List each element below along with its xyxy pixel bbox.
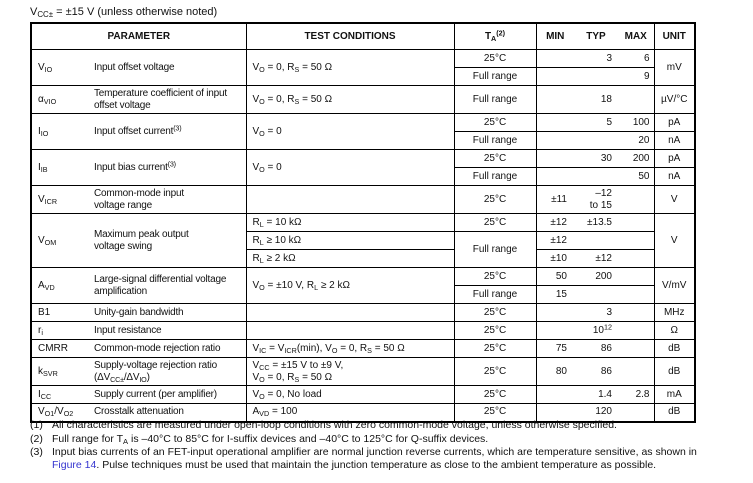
max-cell: 2.8 xyxy=(618,386,654,404)
col-header-parameter: PARAMETER xyxy=(31,23,246,50)
max-cell xyxy=(618,186,654,214)
parameter-symbol: $k_{SVR}$ xyxy=(38,365,58,378)
typ-cell: 5 xyxy=(574,114,618,132)
max-cell: 200 xyxy=(618,150,654,168)
typ-cell: 86 xyxy=(574,358,618,386)
table-row xyxy=(31,358,695,386)
typ-cell: 18 xyxy=(574,86,618,114)
unit-cell: V xyxy=(654,186,695,214)
parameter-name: Large-signal differential voltage amplification xyxy=(94,273,227,297)
temp-cell: Full range xyxy=(454,286,536,304)
typ-cell: $10^{12}$ xyxy=(574,322,618,340)
parameter-cell xyxy=(31,214,246,268)
table-row xyxy=(31,150,695,168)
parameter-cell xyxy=(31,114,246,150)
max-cell: 9 xyxy=(618,68,654,86)
col-header-min: MIN xyxy=(536,23,574,50)
max-cell: 100 xyxy=(618,114,654,132)
parameter-cell xyxy=(31,358,246,386)
table-row xyxy=(31,304,695,322)
min-cell xyxy=(536,132,574,150)
footnote-text: Full range for $T_A$ is –40°C to 85°C for I-suffix devices and –40°C to 125°C for Q-suffix devices. xyxy=(52,432,489,446)
parameter-name: Temperature coefficient of input offset voltage xyxy=(94,87,227,111)
col-header-ta: $T_A^{(2)}$ xyxy=(454,23,536,50)
parameter-symbol: $I_{IB}$ xyxy=(38,161,48,174)
parameter-symbol: $V_{O1}/V_{O2}$ xyxy=(38,406,74,419)
table-row xyxy=(31,322,695,340)
temp-cell: Full range xyxy=(454,232,536,268)
temp-cell: 25°C xyxy=(454,186,536,214)
test-condition-cell: $R_L = 10$ kΩ xyxy=(246,214,454,232)
figure-14-link[interactable]: Figure 14 xyxy=(52,458,97,471)
parameter-cell xyxy=(31,186,246,214)
min-cell xyxy=(536,68,574,86)
typ-cell: 120 xyxy=(574,404,618,422)
temp-cell: Full range xyxy=(454,68,536,86)
footnote-text-segment: . Pulse techniques must be used that maintain the junction temperature as close to the ambient temperature as possible. xyxy=(96,458,657,471)
unit-cell: nA xyxy=(654,168,695,186)
min-cell: 75 xyxy=(536,340,574,358)
parameter-name: Maximum peak output voltage swing xyxy=(94,228,189,252)
temp-cell: 25°C xyxy=(454,214,536,232)
table-row xyxy=(31,340,695,358)
parameter-symbol: $r_i$ xyxy=(38,324,43,337)
footnotes xyxy=(30,419,724,472)
parameter-cell xyxy=(31,150,246,186)
parameter-name: Common-mode input voltage range xyxy=(94,187,184,211)
min-cell: ±12 xyxy=(536,214,574,232)
footnote-number: (3) xyxy=(30,446,43,459)
unit-cell: nA xyxy=(654,132,695,150)
parameter-symbol: $\alpha_{VIO}$ xyxy=(38,93,57,106)
table-row xyxy=(31,268,695,286)
typ-cell: 86 xyxy=(574,340,618,358)
max-cell: 20 xyxy=(618,132,654,150)
max-cell xyxy=(618,358,654,386)
footnote-3 xyxy=(30,446,724,471)
footnote-number: (1) xyxy=(30,419,43,431)
unit-cell: Ω xyxy=(654,322,695,340)
typ-cell: 30 xyxy=(574,150,618,168)
table-row xyxy=(31,86,695,114)
typ-cell xyxy=(574,286,618,304)
unit-cell: dB xyxy=(654,358,695,386)
table-header-row xyxy=(31,23,695,50)
max-cell: 6 xyxy=(618,50,654,68)
min-cell xyxy=(536,304,574,322)
parameter-name: Unity-gain bandwidth xyxy=(94,306,184,318)
supply-voltage-note: $V_{CC\pm} = \pm 15$ V (unless otherwise noted) xyxy=(30,6,218,20)
min-cell: ±11 xyxy=(536,186,574,214)
parameter-name: Input resistance xyxy=(94,324,162,336)
footnote-1 xyxy=(30,419,724,432)
parameter-cell xyxy=(31,86,246,114)
test-condition-cell: $A_{VD} = 100$ xyxy=(246,404,454,422)
table-row xyxy=(31,186,695,214)
unit-cell: pA xyxy=(654,114,695,132)
parameter-symbol: $V_{OM}$ xyxy=(38,234,57,247)
temp-cell: 25°C xyxy=(454,340,536,358)
parameter-symbol: $I_{CC}$ xyxy=(38,388,52,401)
max-cell xyxy=(618,286,654,304)
min-cell xyxy=(536,86,574,114)
parameter-name: Input bias current$^{(3)}$ xyxy=(94,159,176,173)
max-cell xyxy=(618,214,654,232)
temp-cell: 25°C xyxy=(454,304,536,322)
temp-cell: 25°C xyxy=(454,386,536,404)
typ-cell: 3 xyxy=(574,304,618,322)
min-cell xyxy=(536,150,574,168)
test-condition-cell xyxy=(246,186,454,214)
test-condition-cell: $V_O = 0$ xyxy=(246,114,454,150)
parameter-cell xyxy=(31,304,246,322)
unit-cell: V/mV xyxy=(654,268,695,304)
table-row xyxy=(31,214,695,232)
min-cell xyxy=(536,114,574,132)
typ-cell: ±13.5 xyxy=(574,214,618,232)
unit-cell: dB xyxy=(654,404,695,422)
typ-cell: 3 xyxy=(574,50,618,68)
test-condition-cell xyxy=(246,304,454,322)
parameter-symbol: $I_{IO}$ xyxy=(38,125,49,138)
unit-cell: dB xyxy=(654,340,695,358)
unit-cell: µV/°C xyxy=(654,86,695,114)
footnote-number: (2) xyxy=(30,432,43,445)
test-condition-cell: $V_{CC} = \pm 15$ V to ±9 V, $V_O = 0$, $R_S = 50$ Ω xyxy=(246,358,454,386)
test-condition-cell: $V_O = 0$, No load xyxy=(246,386,454,404)
typ-cell xyxy=(574,232,618,250)
max-cell xyxy=(618,250,654,268)
temp-cell: 25°C xyxy=(454,404,536,422)
typ-cell: –12 to 15 xyxy=(574,186,618,214)
temp-cell: 25°C xyxy=(454,50,536,68)
temp-cell: 25°C xyxy=(454,150,536,168)
min-cell: ±10 xyxy=(536,250,574,268)
max-cell xyxy=(618,340,654,358)
electrical-characteristics-table xyxy=(30,22,696,423)
typ-cell: ±12 xyxy=(574,250,618,268)
test-condition-cell: $R_L \ge 10$ kΩ xyxy=(246,232,454,250)
parameter-cell xyxy=(31,268,246,304)
max-cell: 50 xyxy=(618,168,654,186)
unit-cell: mA xyxy=(654,386,695,404)
max-cell xyxy=(618,268,654,286)
footnote-text xyxy=(52,446,724,471)
footnote-text-segment: Input bias currents of an FET-input operational amplifier are normal junction reverse currents, which are temperature sensitive, as shown in xyxy=(52,446,697,459)
parameter-cell xyxy=(31,322,246,340)
parameter-symbol: $A_{VD}$ xyxy=(38,279,55,292)
unit-cell: V xyxy=(654,214,695,268)
test-condition-cell: $V_{IC} = V_{ICR}(\min)$, $V_O = 0$, $R_S = 50$ Ω xyxy=(246,340,454,358)
footnote-text: All characteristics are measured under open-loop conditions with zero common-mode voltage, unless otherwise specified. xyxy=(52,419,617,431)
test-condition-cell: $V_O = 0$, $R_S = 50$ Ω xyxy=(246,86,454,114)
typ-cell xyxy=(574,68,618,86)
table-row xyxy=(31,386,695,404)
parameter-name: Input offset voltage xyxy=(94,61,175,73)
col-header-test-conditions: TEST CONDITIONS xyxy=(246,23,454,50)
parameter-name: Input offset current$^{(3)}$ xyxy=(94,123,182,137)
temp-cell: Full range xyxy=(454,86,536,114)
temp-cell: 25°C xyxy=(454,322,536,340)
parameter-cell xyxy=(31,50,246,86)
test-condition-cell: $V_O = \pm 10$ V, $R_L \ge 2$ kΩ xyxy=(246,268,454,304)
test-condition-cell xyxy=(246,322,454,340)
parameter-name: Common-mode rejection ratio xyxy=(94,342,221,354)
min-cell: 15 xyxy=(536,286,574,304)
typ-cell: 200 xyxy=(574,268,618,286)
parameter-cell xyxy=(31,386,246,404)
unit-cell: pA xyxy=(654,150,695,168)
unit-cell: mV xyxy=(654,50,695,86)
temp-cell: 25°C xyxy=(454,114,536,132)
parameter-symbol: $V_{ICR}$ xyxy=(38,193,58,206)
min-cell: 80 xyxy=(536,358,574,386)
max-cell xyxy=(618,232,654,250)
min-cell: ±12 xyxy=(536,232,574,250)
min-cell xyxy=(536,168,574,186)
col-header-typ: TYP xyxy=(574,23,618,50)
typ-cell: 1.4 xyxy=(574,386,618,404)
parameter-symbol: $V_{IO}$ xyxy=(38,61,53,74)
max-cell xyxy=(618,304,654,322)
col-header-max: MAX xyxy=(618,23,654,50)
parameter-name: Supply current (per amplifier) xyxy=(94,388,217,400)
parameter-symbol: CMRR xyxy=(38,342,68,354)
footnote-2 xyxy=(30,433,724,446)
temp-cell: Full range xyxy=(454,132,536,150)
typ-cell xyxy=(574,132,618,150)
min-cell: 50 xyxy=(536,268,574,286)
parameter-cell xyxy=(31,340,246,358)
max-cell xyxy=(618,322,654,340)
table-row xyxy=(31,114,695,132)
min-cell xyxy=(536,386,574,404)
typ-cell xyxy=(574,168,618,186)
parameter-name: Supply-voltage rejection ratio $(\Delta V_{CC\pm}/\Delta V_{IO})$ xyxy=(94,359,217,384)
temp-cell: Full range xyxy=(454,168,536,186)
test-condition-cell: $V_O = 0$ xyxy=(246,150,454,186)
parameter-symbol: B1 xyxy=(38,306,51,318)
unit-cell: MHz xyxy=(654,304,695,322)
test-condition-cell: $V_O = 0$, $R_S = 50$ Ω xyxy=(246,50,454,86)
min-cell xyxy=(536,50,574,68)
min-cell xyxy=(536,322,574,340)
parameter-name: Crosstalk attenuation xyxy=(94,406,184,418)
col-header-unit: UNIT xyxy=(654,23,695,50)
table-row xyxy=(31,50,695,68)
temp-cell: 25°C xyxy=(454,358,536,386)
temp-cell: 25°C xyxy=(454,268,536,286)
max-cell xyxy=(618,86,654,114)
test-condition-cell: $R_L \ge 2$ kΩ xyxy=(246,250,454,268)
